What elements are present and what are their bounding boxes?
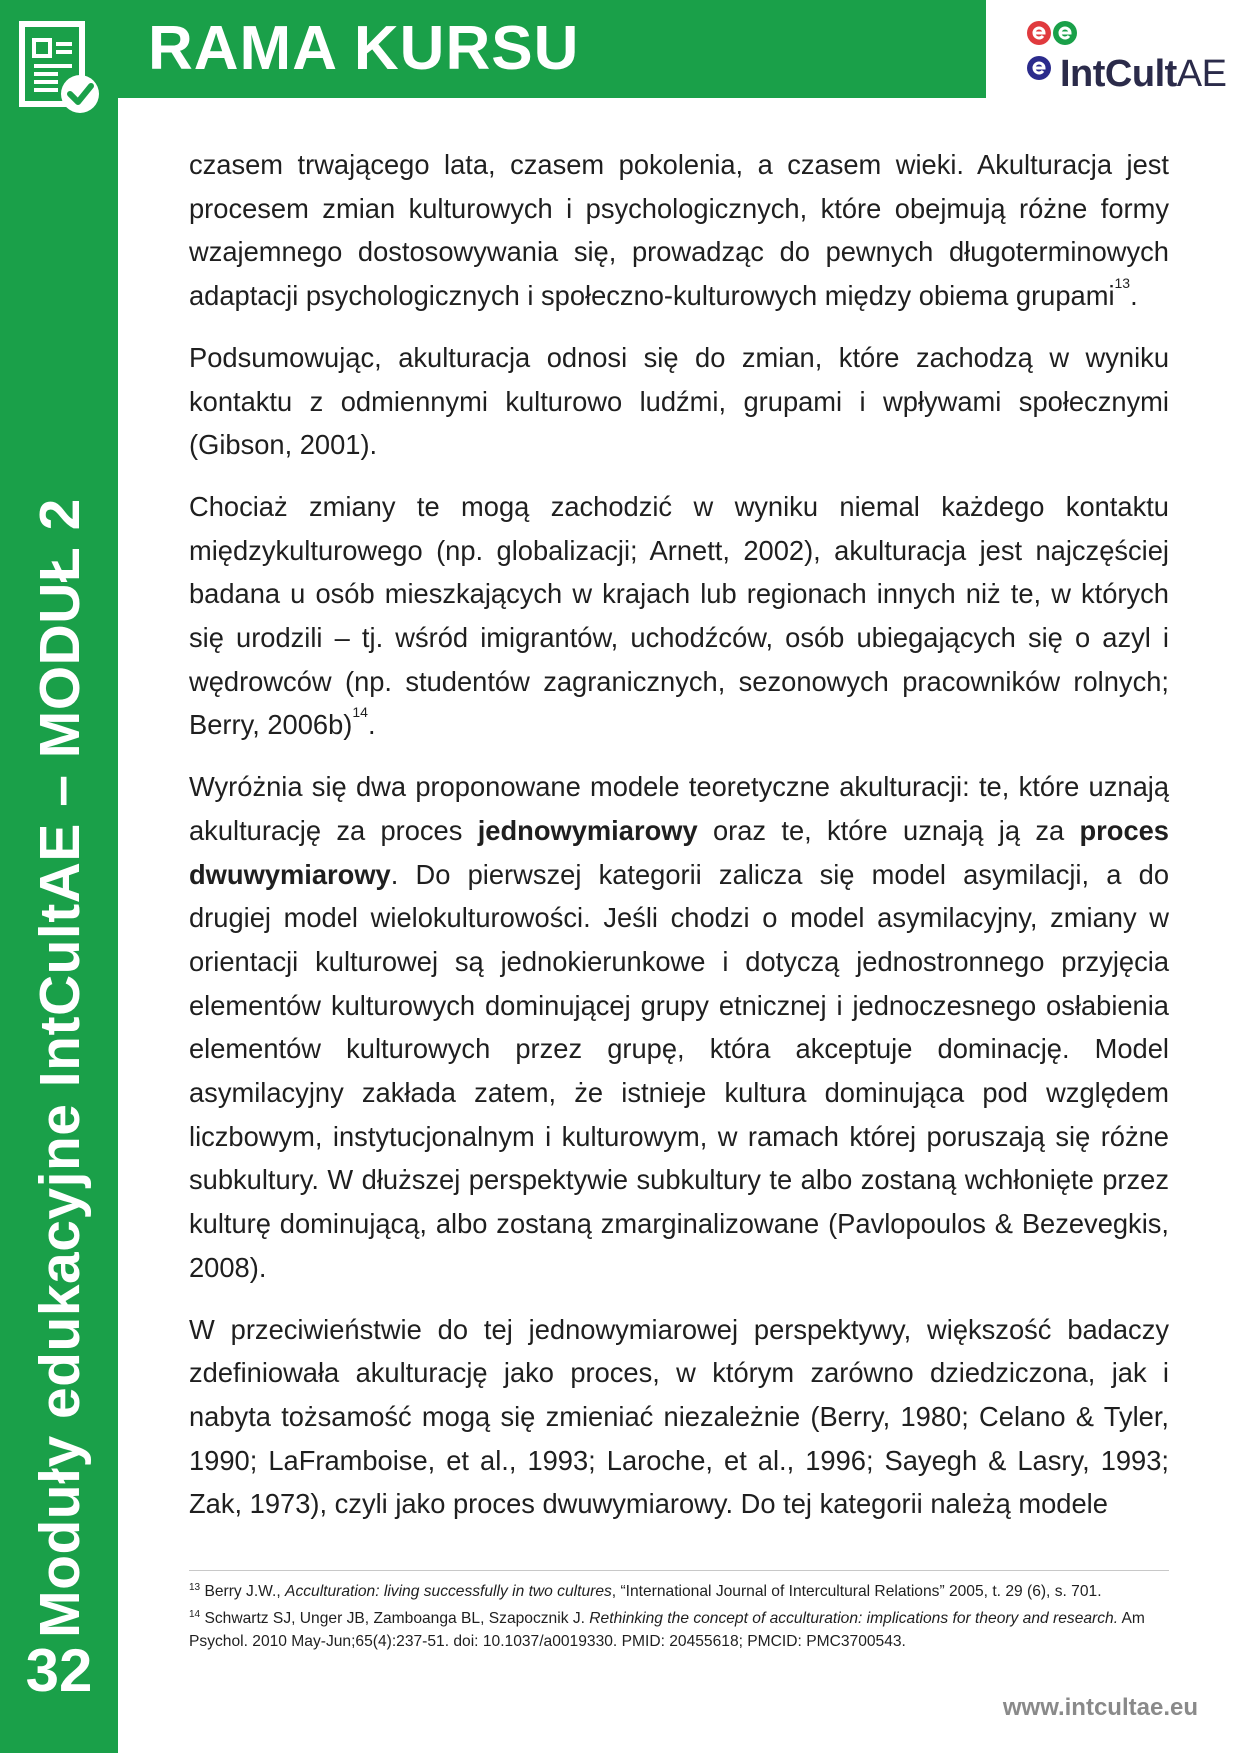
vertical-module-title: Moduły edukacyjne IntCultAE – MODUŁ 2 xyxy=(28,498,92,1638)
logo-wordmark: IntCultAE xyxy=(1060,53,1227,95)
page-number: 32 xyxy=(25,1637,93,1704)
body-text xyxy=(189,143,1169,1544)
document-check-icon xyxy=(18,20,102,130)
footnote-14: $^{14}$ Schwartz SJ, Unger JB, Zamboanga BL, Szapocznik J. Rethinking the concept of acculturation: implications for theory and research. Am Psychol. 2010 May-Jun;65(4):237-51. doi: 10.1037/a0019330. PMID: 20455618; PMCID: PMC3700543. xyxy=(189,1609,1145,1650)
page-title: RAMA KURSU xyxy=(148,14,580,83)
footnote-divider xyxy=(189,1570,1169,1571)
website-link[interactable]: www.intcultae.eu xyxy=(1002,1694,1198,1721)
footnote-13: $^{13}$ Berry J.W., Acculturation: living successfully in two cultures, “International Journal of Intercultural Relations” 2005, t. 29 (6), s. 701. xyxy=(189,1582,1102,1600)
footnotes xyxy=(189,1580,1169,1657)
footnote-ref[interactable]: 13 xyxy=(1114,275,1131,292)
paragraph: Podsumowując, akulturacja odnosi się do zmian, które zachodzą w wyniku kontaktu z odmiennymi kulturowo ludźmi, grupami i wpływami społecznymi (Gibson, 2001). xyxy=(189,341,1169,461)
left-sidebar xyxy=(0,0,118,1753)
paragraph: czasem trwającego lata, czasem pokolenia, a czasem wieki. Akulturacja jest procesem zmian kulturowych i psychologicznych, które obejmują różne formy wzajemnego dostosowywania się, prowadząc do pewnych długoterminowych adaptacji psychologicznych i społeczno-kulturowych między obiema grupami$^{13}$. xyxy=(189,149,1169,312)
footnote-ref[interactable]: 14 xyxy=(352,704,368,721)
paragraph: Wyróżnia się dwa proponowane modele teoretyczne akulturacji: te, które uznają akulturację za proces jednowymiarowy oraz te, które uznają ją za proces dwuwymiarowy. Do pierwszej kategorii zalicza się model asymilacji, a do drugiej model wielokulturowości. Jeśli chodzi o model asymilacyjny, zmiany w orientacji kulturowej są jednokierunkowe i dotyczą jednostronnego przyjęcia elementów kulturowych dominującej grupy etnicznej i jednoczesnego osłabienia elementów kulturowych przez grupę, która akceptuje dominację. Model asymilacyjny zakłada zatem, że istnieje kultura dominująca pod względem liczbowym, instytucjonalnym i kulturowym, w ramach której poruszają się różne subkultury. W dłuższej perspektywie subkultury te albo zostaną wchłonięte przez kulturę dominującą, albo zostaną zmarginalizowane (Pavlopoulos & Bezevegkis, 2008). xyxy=(189,771,1169,1283)
intcultae-logo xyxy=(1024,18,1227,95)
header-band xyxy=(118,0,986,98)
paragraph: Chociaż zmiany te mogą zachodzić w wyniku niemal każdego kontaktu międzykulturowego (np. globalizacji; Arnett, 2002), akulturacja jest najczęściej badana u osób mieszkających w krajach lub regionach innych niż te, w których się urodzili – tj. wśród imigrantów, uchodźców, osób ubiegających się o azyl i wędrowców (np. studentów zagranicznych, sezonowych pracowników rolnych; Berry, 2006b)$^{14}$. xyxy=(189,490,1169,741)
paragraph: W przeciwieństwie do tej jednowymiarowej perspektywy, większość badaczy zdefiniowała akulturację jako proces, w którym zarówno dziedziczona, jak i nabyta tożsamość mogą się zmieniać niezależnie (Berry, 1980; Celano & Tyler, 1990; LaFramboise, et al., 1993; Laroche, et al., 1996; Sayegh & Lasry, 1993; Zak, 1973), czyli jako proces dwuwymiarowy. Do tej kategorii należą modele xyxy=(189,1313,1169,1520)
